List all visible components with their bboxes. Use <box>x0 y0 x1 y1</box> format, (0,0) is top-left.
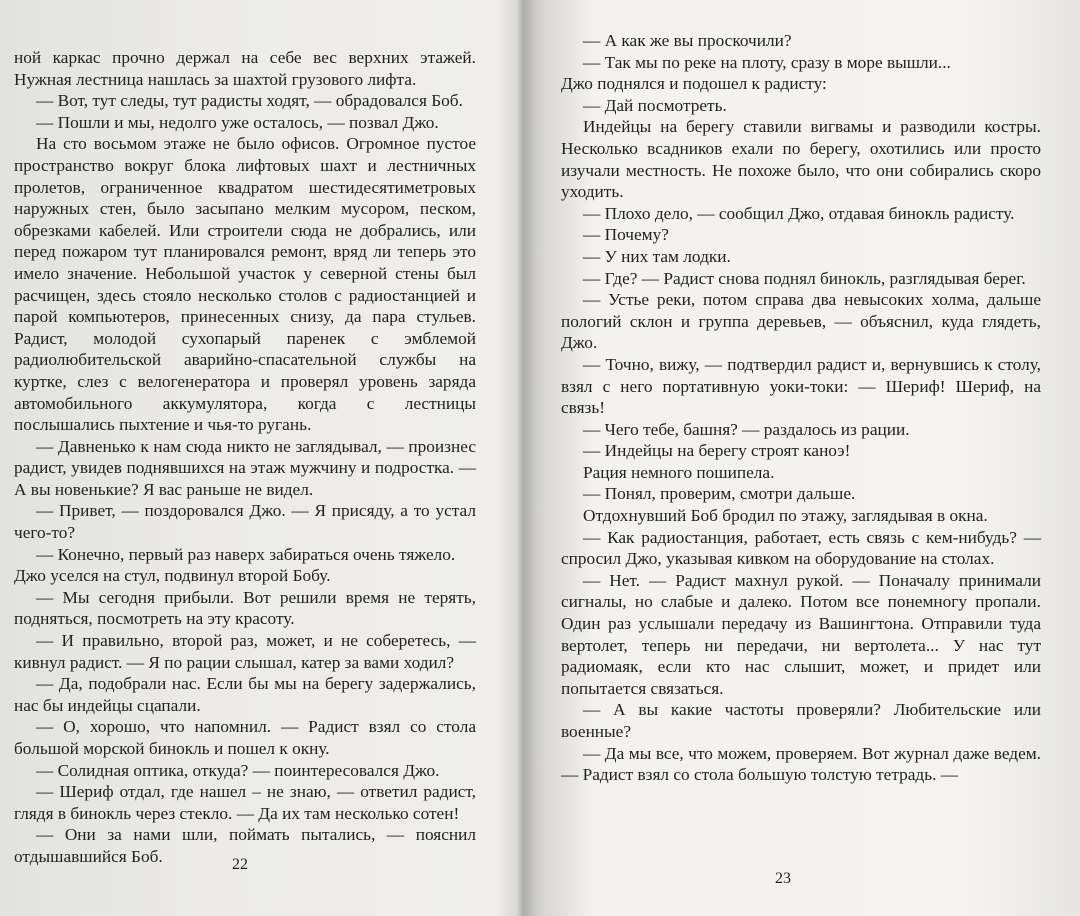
right-page-text <box>561 30 1041 786</box>
paragraph: — Солидная оптика, откуда? — поинтересовался Джо. <box>36 760 440 780</box>
paragraph: Индейцы на берегу ставили вигвамы и разводили костры. Несколько всадников ехали по берегу, охотились или просто изучали местность. Не похоже было, что они собирались скоро уходить. <box>561 117 1041 202</box>
paragraph: — Так мы по реке на плоту, сразу в море вышли... <box>583 52 951 72</box>
paragraph: — Понял, проверим, смотри дальше. <box>583 484 856 504</box>
paragraph: Джо поднялся и подошел к радисту: <box>561 74 827 94</box>
paragraph: — Точно, вижу, — подтвердил радист и, вернувшись к столу, взял с него портативную уоки-токи: — Шериф! Шериф, на связь! <box>561 354 1041 418</box>
paragraph: — Да мы все, что можем, проверяем. Вот журнал даже ведем. — Радист взял со стола большую толстую тетрадь. — <box>561 743 1041 785</box>
paragraph: — О, хорошо, что напомнил. — Радист взял со стола большой морской бинокль и пошел к окну. <box>14 717 476 758</box>
paragraph: Рация немного пошипела. <box>583 462 775 482</box>
paragraph: — Шериф отдал, где нашел – не знаю, — ответил радист, глядя в бинокль через стекло. — Да их там несколько сотен! <box>14 782 476 823</box>
paragraph: — А как же вы проскочили? <box>583 31 792 50</box>
paragraph: — Устье реки, потом справа два невысоких холма, дальше пологий склон и группа деревьев, — объяснил, куда глядеть, Джо. <box>561 290 1041 353</box>
paragraph: — А вы какие частоты проверяли? Любительские или военные? <box>561 700 1041 741</box>
right-page-number: 23 <box>775 870 791 887</box>
paragraph: — Конечно, первый раз наверх забираться очень тяжело. <box>36 544 456 564</box>
paragraph: — Вот, тут следы, тут радисты ходят, — обрадовался Боб. <box>36 91 463 111</box>
paragraph: — У них там лодки. <box>583 246 731 266</box>
paragraph: — Плохо дело, — сообщил Джо, отдавая бинокль радисту. <box>583 203 1015 223</box>
paragraph: На сто восьмом этаже не было офисов. Огромное пустое пространство вокруг блока лифтовых шахт и лестничных пролетов, ограниченное квадратом шестидесятиметровых наружных стен, было засыпано мелким мусором, песком, обрезками кабелей. Или строители сюда не добрались, или перед пожаром тут планировался ремонт, вряд ли теперь это имело значение. Небольшой участок у северной стены был расчищен, здесь стояло несколько столов с радиостанцией и парой компьютеров, принесенных снизу, да пара стульев. Радист, молодой сухопарый паренек с эмблемой радиолюбительской аварийно-спасательной службы на куртке, слез с велогенератора и проверял уровень заряда автомобильного аккумулятора, когда с лестницы послышались пыхтение и чья-то ругань. <box>14 134 476 435</box>
right-page <box>537 0 1080 916</box>
left-page <box>0 0 518 916</box>
paragraph: — Пошли и мы, недолго уже осталось, — позвал Джо. <box>36 112 439 132</box>
paragraph: — Индейцы на берегу строят каноэ! <box>583 441 851 461</box>
book-gutter <box>517 0 537 916</box>
paragraph: — И правильно, второй раз, может, и не соберетесь, — кивнул радист. — Я по рации слышал, катер за вами ходил? <box>14 631 476 672</box>
paragraph: — Они за нами шли, поймать пытались, — пояснил отдышавшийся Боб. <box>14 825 476 866</box>
paragraph: — Привет, — поздоровался Джо. — Я присяду, а то устал чего-то? <box>14 501 476 543</box>
paragraph: — Да, подобрали нас. Если бы мы на берегу задержались, нас бы индейцы сцапали. <box>14 674 476 715</box>
paragraph: — Дай посмотреть. <box>583 95 727 115</box>
paragraph: — Почему? <box>583 225 669 245</box>
paragraph: — Чего тебе, башня? — раздалось из рации. <box>583 419 910 439</box>
paragraph: Отдохнувший Боб бродил по этажу, заглядывая в окна. <box>583 506 988 526</box>
paragraph: Джо уселся на стул, подвинул второй Бобу. <box>14 566 331 586</box>
paragraph: — Нет. — Радист махнул рукой. — Поначалу принимали сигналы, но слабые и далеко. Потом все понемногу пропали. Один раз услышали передачу из Вашингтона. Отправили туда вертолет, теперь ни передачи, ни вертолета... У нас тут радиомаяк, если кто нас слышит, может, и придет или попытается связаться. <box>561 570 1041 698</box>
paragraph: — Мы сегодня прибыли. Вот решили время не терять, подняться, посмотреть на эту красоту. <box>14 587 476 629</box>
paragraph: — Давненько к нам сюда никто не заглядывал, — произнес радист, увидев поднявшихся на этаж мужчину и подростка. — А вы новенькие? Я вас раньше не видел. <box>14 436 476 499</box>
left-page-number: 22 <box>232 856 248 873</box>
paragraph: ной каркас прочно держал на себе вес верхних этажей. Нужная лестница нашлась за шахтой грузового лифта. <box>14 48 476 89</box>
paragraph: — Как радиостанция, работает, есть связь с кем-нибудь? — спросил Джо, указывая кивком на оборудование на столах. <box>561 527 1041 569</box>
paragraph: — Где? — Радист снова поднял бинокль, разглядывая берег. <box>583 268 1026 288</box>
left-page-text <box>14 47 476 868</box>
